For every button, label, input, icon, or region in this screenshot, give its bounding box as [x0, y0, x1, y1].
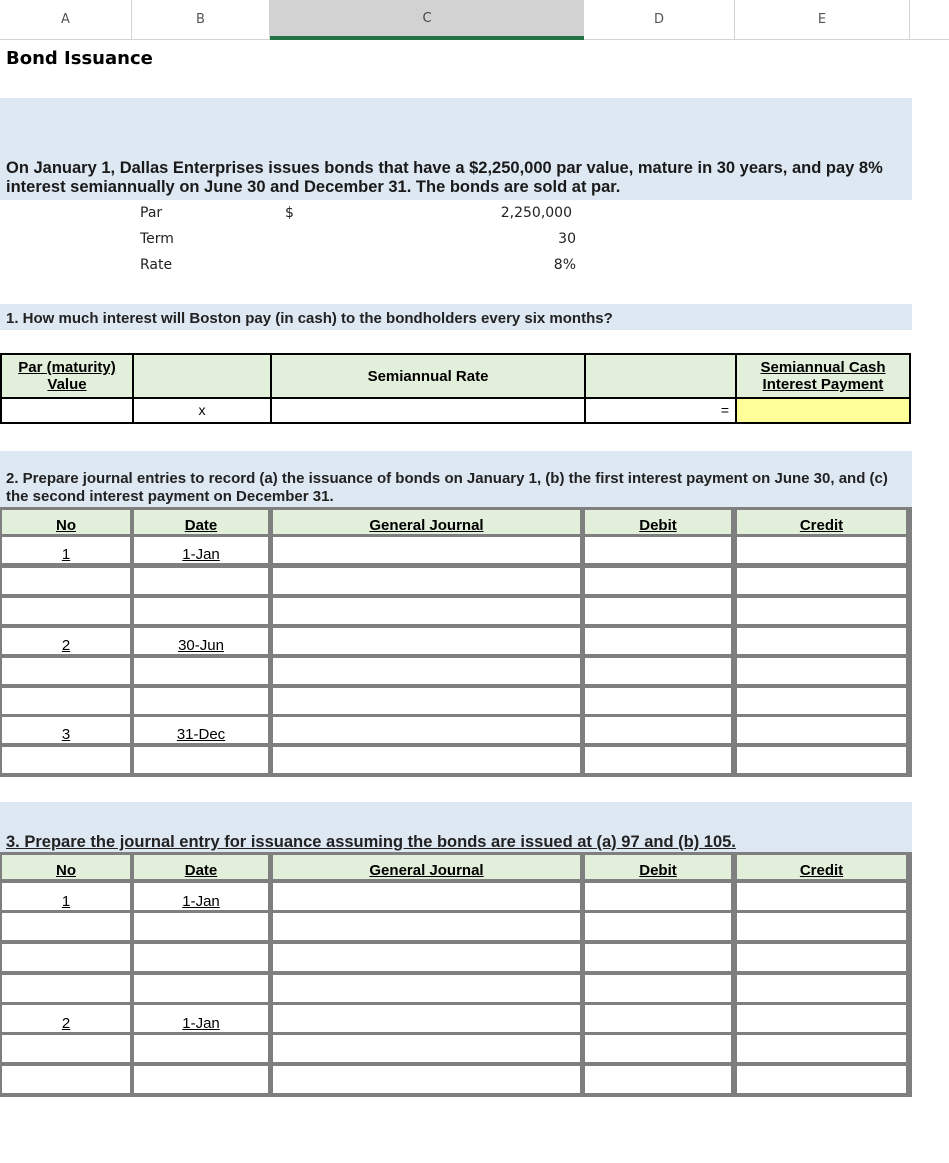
- journal-cell-debit[interactable]: [585, 975, 731, 1002]
- journal-cell-debit[interactable]: [585, 1035, 731, 1062]
- question-1-text: 1. How much interest will Boston pay (in cash) to the bondholders every six months?: [6, 310, 613, 327]
- journal-table-q2: [0, 507, 912, 777]
- journal-cell-general-journal[interactable]: [273, 1066, 580, 1093]
- entry-number: 2: [61, 637, 71, 654]
- header-no: [2, 855, 130, 879]
- journal-cell-no: [2, 747, 130, 773]
- journal-cell-general-journal[interactable]: [273, 883, 580, 910]
- times-sign: x: [198, 402, 206, 418]
- journal-cell-credit[interactable]: [737, 747, 906, 773]
- header-debit: [585, 510, 731, 534]
- column-header-a[interactable]: [0, 0, 132, 40]
- journal-cell-date: [134, 883, 268, 910]
- column-header-d[interactable]: [584, 0, 735, 40]
- header-debit: [585, 855, 731, 879]
- journal-cell-credit[interactable]: [737, 1066, 906, 1093]
- journal-table-q3: [0, 852, 912, 1097]
- journal-cell-credit[interactable]: [737, 628, 906, 654]
- journal-cell-debit[interactable]: [585, 747, 731, 773]
- journal-cell-general-journal[interactable]: [273, 688, 580, 714]
- journal-cell-general-journal[interactable]: [273, 537, 580, 563]
- journal-cell-credit[interactable]: [737, 975, 906, 1002]
- header-no: [2, 510, 130, 534]
- header-label: General Journal: [369, 517, 484, 534]
- journal-cell-no: [2, 717, 130, 743]
- journal-cell-debit[interactable]: [585, 598, 731, 624]
- journal-cell-date: [134, 717, 268, 743]
- journal-cell-date: [134, 1035, 268, 1062]
- journal-cell-general-journal[interactable]: [273, 598, 580, 624]
- column-header-c[interactable]: [270, 0, 584, 40]
- problem-statement: On January 1, Dallas Enterprises issues bonds that have a $2,250,000 par value, mature in 30 years, and pay 8% interest semiannually on June 30 and December 31. The bonds are sold at par.: [6, 159, 883, 196]
- journal-cell-credit[interactable]: [737, 568, 906, 594]
- journal-cell-debit[interactable]: [585, 883, 731, 910]
- rate-label: Rate: [140, 257, 173, 273]
- journal-cell-debit[interactable]: [585, 688, 731, 714]
- journal-cell-no: [2, 598, 130, 624]
- header-label: Date: [184, 517, 218, 534]
- header-label: Credit: [799, 862, 844, 879]
- column-label: A: [61, 12, 70, 27]
- entry-date: 30-Jun: [178, 637, 224, 654]
- column-label: B: [196, 12, 205, 27]
- header-general-journal: [273, 855, 580, 879]
- header-date: [134, 510, 268, 534]
- question-3-label: 3. Prepare the journal entry for issuance assuming the bonds are issued at (a) 97 and (b) 105.: [6, 833, 736, 851]
- q1-answer-input[interactable]: [735, 397, 911, 424]
- journal-cell-no: [2, 537, 130, 563]
- entry-date: 31-Dec: [176, 726, 226, 743]
- column-label: D: [653, 12, 664, 27]
- q1-header-par-value: [0, 353, 134, 399]
- journal-cell-general-journal[interactable]: [273, 944, 580, 971]
- rate-value[interactable]: 8%: [553, 257, 576, 273]
- journal-cell-date: [134, 1066, 268, 1093]
- term-value[interactable]: 30: [558, 231, 576, 247]
- journal-cell-general-journal[interactable]: [273, 1035, 580, 1062]
- journal-cell-date: [134, 568, 268, 594]
- question-2-text: 2. Prepare journal entries to record (a) the issuance of bonds on January 1, (b) the first interest payment on June 30, and (c) the second interest payment on December 31.: [6, 470, 888, 505]
- journal-cell-credit[interactable]: [737, 537, 906, 563]
- journal-cell-debit[interactable]: [585, 913, 731, 940]
- journal-cell-no: [2, 883, 130, 910]
- header-text: Semiannual Cash Interest Payment: [760, 359, 886, 393]
- journal-cell-debit[interactable]: [585, 628, 731, 654]
- column-header-f[interactable]: [910, 0, 949, 40]
- q1-rate-input[interactable]: [270, 397, 586, 424]
- journal-cell-date: [134, 658, 268, 684]
- header-label: General Journal: [369, 862, 484, 879]
- journal-cell-debit[interactable]: [585, 1005, 731, 1032]
- q1-times-cell: [132, 397, 272, 424]
- journal-cell-no: [2, 1005, 130, 1032]
- entry-date: 1-Jan: [182, 546, 220, 563]
- journal-cell-credit[interactable]: [737, 1005, 906, 1032]
- journal-cell-credit[interactable]: [737, 944, 906, 971]
- journal-cell-credit[interactable]: [737, 658, 906, 684]
- journal-cell-credit[interactable]: [737, 883, 906, 910]
- entry-date: 1-Jan: [182, 1015, 220, 1032]
- q1-header-cash-interest: [735, 353, 911, 399]
- journal-cell-no: [2, 658, 130, 684]
- entry-number: 3: [61, 726, 71, 743]
- journal-cell-credit[interactable]: [737, 1035, 906, 1062]
- journal-cell-general-journal[interactable]: [273, 628, 580, 654]
- journal-cell-date: [134, 913, 268, 940]
- journal-cell-debit[interactable]: [585, 944, 731, 971]
- journal-cell-date: [134, 628, 268, 654]
- journal-cell-credit[interactable]: [737, 688, 906, 714]
- header-label: Debit: [639, 517, 677, 534]
- column-header-e[interactable]: [735, 0, 910, 40]
- entry-date: 1-Jan: [182, 893, 220, 910]
- journal-cell-debit[interactable]: [585, 568, 731, 594]
- header-credit: [737, 855, 906, 879]
- header-text: Semiannual Rate: [367, 367, 489, 385]
- journal-cell-date: [134, 598, 268, 624]
- journal-cell-date: [134, 747, 268, 773]
- header-label: No: [56, 862, 76, 879]
- equals-sign: =: [720, 402, 729, 418]
- term-label: Term: [140, 231, 174, 247]
- header-credit: [737, 510, 906, 534]
- entry-number: 1: [61, 546, 71, 563]
- journal-cell-debit[interactable]: [585, 658, 731, 684]
- journal-cell-debit[interactable]: [585, 717, 731, 743]
- question-3-text: [6, 833, 906, 851]
- header-text: Par (maturity) Value: [18, 359, 116, 393]
- entry-number: 1: [61, 893, 71, 910]
- journal-cell-general-journal[interactable]: [273, 658, 580, 684]
- header-label: Debit: [639, 862, 677, 879]
- journal-cell-no: [2, 944, 130, 971]
- journal-cell-debit[interactable]: [585, 537, 731, 563]
- entry-number: 2: [61, 1015, 71, 1032]
- journal-cell-credit[interactable]: [737, 913, 906, 940]
- q1-header-semiannual-rate: [270, 353, 586, 399]
- q1-header-blank-1: [132, 353, 272, 399]
- header-label: Credit: [799, 517, 844, 534]
- journal-cell-general-journal[interactable]: [273, 717, 580, 743]
- journal-cell-date: [134, 975, 268, 1002]
- column-header-b[interactable]: [132, 0, 270, 40]
- journal-cell-no: [2, 688, 130, 714]
- journal-cell-credit[interactable]: [737, 598, 906, 624]
- journal-cell-date: [134, 688, 268, 714]
- journal-cell-general-journal[interactable]: [273, 747, 580, 773]
- journal-cell-general-journal[interactable]: [273, 975, 580, 1002]
- journal-cell-no: [2, 913, 130, 940]
- journal-cell-credit[interactable]: [737, 717, 906, 743]
- header-label: No: [56, 517, 76, 534]
- currency-symbol: $: [285, 205, 294, 221]
- journal-cell-general-journal[interactable]: [273, 1005, 580, 1032]
- q1-equals-cell: [584, 397, 737, 424]
- journal-cell-no: [2, 975, 130, 1002]
- journal-cell-debit[interactable]: [585, 1066, 731, 1093]
- sheet-title: Bond Issuance: [6, 48, 153, 69]
- column-label: E: [817, 12, 827, 27]
- header-date: [134, 855, 268, 879]
- header-general-journal: [273, 510, 580, 534]
- journal-cell-no: [2, 568, 130, 594]
- par-label: Par: [140, 205, 163, 221]
- journal-cell-general-journal[interactable]: [273, 913, 580, 940]
- journal-cell-no: [2, 1035, 130, 1062]
- journal-cell-date: [134, 944, 268, 971]
- journal-cell-no: [2, 628, 130, 654]
- column-label: C: [422, 10, 432, 26]
- journal-cell-date: [134, 1005, 268, 1032]
- par-value[interactable]: 2,250,000: [500, 205, 572, 221]
- q1-par-input[interactable]: [0, 397, 134, 424]
- q1-header-blank-2: [584, 353, 737, 399]
- journal-cell-no: [2, 1066, 130, 1093]
- header-label: Date: [184, 862, 218, 879]
- journal-cell-date: [134, 537, 268, 563]
- journal-cell-general-journal[interactable]: [273, 568, 580, 594]
